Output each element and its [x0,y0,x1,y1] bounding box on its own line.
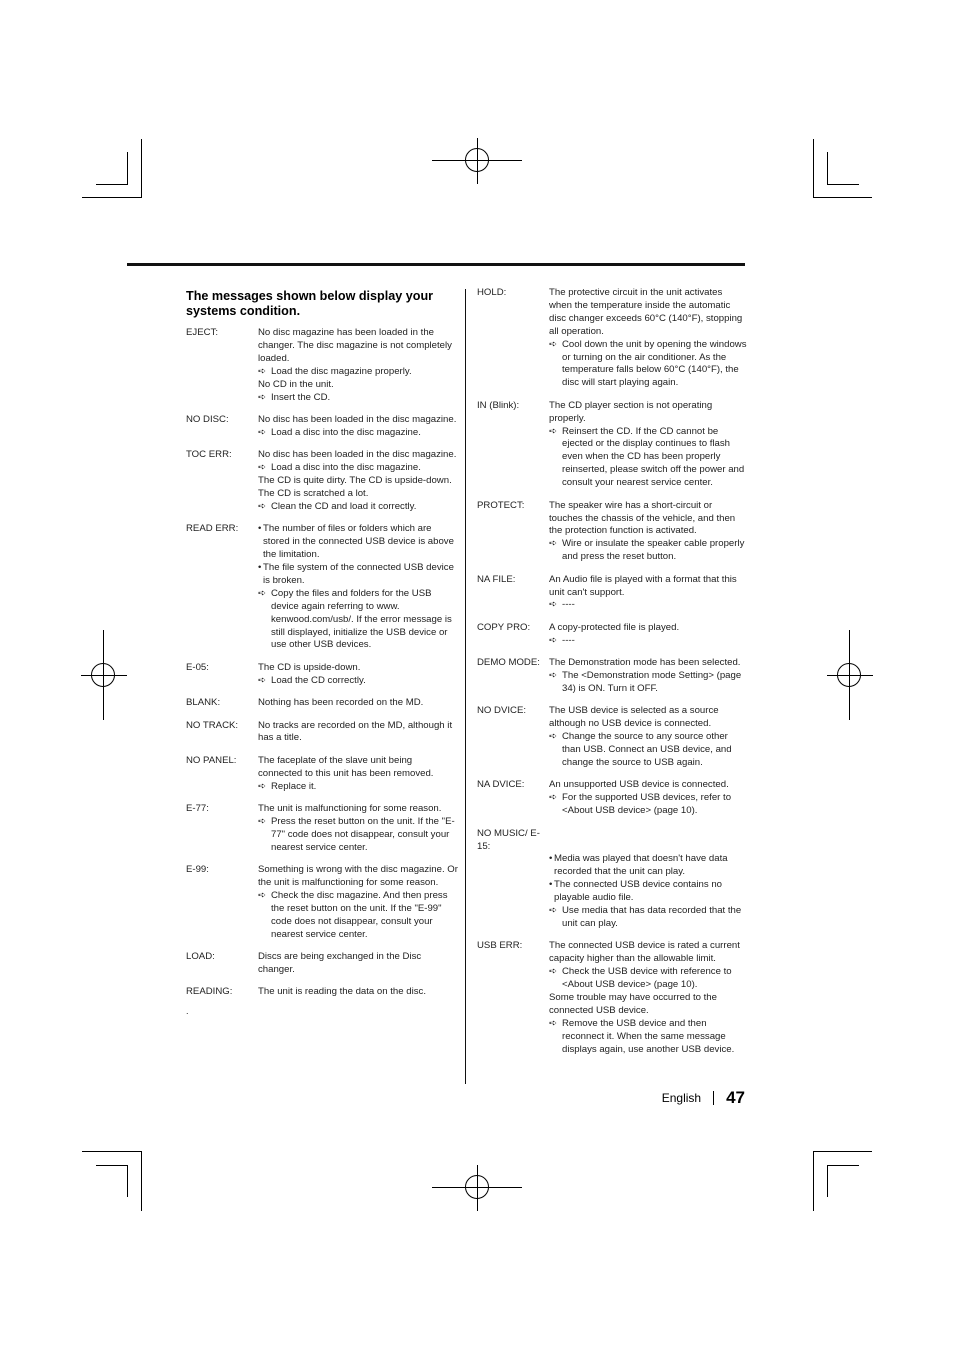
line-text: The Demonstration mode has been selected. [549,657,741,669]
arrow-icon: ➪ [549,634,558,646]
message-code: USB ERR: [477,940,523,952]
message-description [258,986,458,999]
message-entry [186,951,458,977]
remedy-line [258,816,458,855]
line-text: Check the USB device with reference to <About USB device> (page 10). [562,966,732,991]
message-code: READ ERR: [186,523,239,535]
line-text: Some trouble may have occurred to the connected USB device. [549,992,717,1016]
message-entry [186,864,458,941]
line-text: Change the source to any source other than USB. Connect an USB device, and change the source to USB again. [562,731,732,768]
header-rule [127,263,745,266]
message-description [549,500,747,565]
line-text: Load the disc magazine properly. [271,365,412,377]
line-text: A copy-protected file is played. [549,621,680,633]
line-text: Insert the CD. [271,391,331,403]
arrow-icon: ➪ [258,426,267,438]
right-column [477,287,747,1066]
cause-line [258,327,458,366]
message-description [549,287,747,390]
message-code: COPY PRO: [477,621,531,633]
registration-mark-left [81,630,127,720]
arrow-icon: ➪ [549,905,558,917]
arrow-icon: ➪ [549,338,558,350]
arrow-icon: ➪ [549,425,558,437]
arrow-icon: ➪ [258,816,267,827]
line-text: The faceplate of the slave unit being connected to this unit has been removed. [258,754,434,779]
line-text: Remove the USB device and then reconnect it. When the same message displays again, use another USB device. [562,1017,735,1055]
line-text: For the supported USB devices, refer to <About USB device> (page 10). [562,792,732,817]
cause-line [258,864,458,890]
page-footer [662,1088,745,1108]
message-entry [186,720,458,746]
arrow-icon: ➪ [258,587,267,599]
cause-line [258,720,458,746]
remedy-line [258,890,458,942]
message-description [549,400,747,490]
line-text: No CD in the unit. [258,378,334,390]
line-text: No disc magazine has been loaded in the changer. The disc magazine is not completely loaded. [258,327,452,364]
crop-mark [827,184,859,185]
cause-line [258,803,458,816]
crop-mark [127,1165,128,1197]
message-entry [477,779,747,818]
line-text: Reinsert the CD. If the CD cannot be ejected or the display continues to flash even when the CD has been properly reinserted, please switch off the power and consult your nearest service center. [562,425,745,489]
bullet-icon: • [549,879,553,891]
line-text: Load a disc into the disc magazine. [271,462,421,474]
message-description [258,662,458,688]
arrow-icon: ➪ [549,670,558,682]
remedy-line [258,392,458,405]
message-code: LOAD: [186,951,215,963]
cause-line [549,940,747,966]
line-text: Replace it. [271,780,317,792]
message-entry [477,940,747,1056]
message-code: NO TRACK: [186,719,239,731]
crop-mark [82,1151,142,1152]
line-text: An unsupported USB device is connected. [549,779,729,791]
cause-line [549,657,747,670]
arrow-icon: ➪ [549,792,558,804]
message-code: DEMO MODE: [477,657,540,669]
trailing-mark: . [186,1005,189,1016]
message-entry [477,574,747,613]
line-text: The protective circuit in the unit activates when the temperature inside the automatic disc changer exceeds 60°C (140°F), stopping all operation. [549,287,743,337]
message-entry [477,705,747,770]
registration-mark-top [432,138,522,184]
section-heading: The messages shown below display your systems condition. [186,289,434,318]
message-code: NO DISC: [186,413,229,425]
message-code: BLANK: [186,697,221,709]
cause-bullet [549,853,747,879]
message-code: NO MUSIC/ E-15: [477,827,540,852]
message-entry [186,449,458,514]
crop-mark [813,1151,872,1152]
message-code: EJECT: [186,327,218,338]
page-number: 47 [726,1088,745,1107]
message-entry [477,400,747,490]
remedy-line [258,462,458,475]
cause-line [549,705,747,731]
cause-line [549,500,747,539]
remedy-line [549,731,747,770]
line-text: The CD is upside-down. [258,661,361,673]
message-code: NA DVICE: [477,779,525,791]
line-text: ---- [562,599,575,611]
line-text: Something is wrong with the disc magazine. Or the unit is malfunctioning for some reason. [258,864,458,889]
message-description [549,574,747,613]
cause-line [549,622,747,635]
cause-line [258,449,458,462]
message-code: E-05: [186,661,209,673]
remedy-line [549,966,747,992]
crop-mark [141,1151,142,1211]
crop-mark [813,197,872,198]
line-text: Load a disc into the disc magazine. [271,426,421,438]
message-description [549,622,747,648]
cause-line [258,379,458,392]
line-text: Clean the CD and load it correctly. [271,500,417,512]
message-code: READING: [186,986,233,998]
message-entry [186,662,458,688]
line-text: Copy the files and folders for the USB device again referring to www. kenwood.com/usb/. If the error message is still displayed, initialize the USB device or use other USB devices. [271,587,452,651]
bullet-icon: • [258,562,262,573]
crop-mark [813,1151,814,1211]
remedy-line [549,538,747,564]
cause-bullet [258,523,458,562]
message-code: E-99: [186,864,209,876]
line-text: The speaker wire has a short-circuit or touches the chassis of the vehicle, and then the protection function is activated. [549,499,736,537]
cause-line [549,287,747,339]
remedy-line [258,427,458,440]
footer-language: English [661,1091,702,1105]
line-text: The CD is quite dirty. The CD is upside-down. The CD is scratched a lot. [258,475,452,499]
line-text: The connected USB device is rated a current capacity higher than the allowable limit. [549,940,740,965]
line-text: No tracks are recorded on the MD, although it has a title. [258,719,453,744]
remedy-line [258,781,458,794]
message-entry [477,828,747,931]
message-code: TOC ERR: [186,449,232,461]
line-text: Load the CD correctly. [271,674,366,686]
message-entry [477,500,747,565]
arrow-icon: ➪ [258,365,267,377]
line-text: ---- [562,634,575,646]
crop-mark [82,197,142,198]
line-text: The number of files or folders which are stored in the connected USB device is above the limitation. [263,523,454,561]
cause-line [258,951,458,977]
arrow-icon: ➪ [258,462,267,474]
arrow-icon: ➪ [549,538,558,550]
arrow-icon: ➪ [549,1017,558,1029]
remedy-line [258,366,458,379]
message-code: HOLD: [477,287,507,298]
message-description [258,803,458,855]
arrow-icon: ➪ [549,966,558,978]
column-divider [465,289,466,1084]
line-text: Media was played that doesn't have data recorded that the unit can play. [554,853,728,878]
cause-bullet [258,562,458,588]
message-code: PROTECT: [477,499,525,511]
line-text: The unit is reading the data on the disc. [258,986,426,998]
remedy-line [258,675,458,688]
remedy-line [549,792,747,818]
line-text: The CD player section is not operating properly. [549,399,713,424]
line-text: The file system of the connected USB device is broken. [263,562,454,586]
message-code: IN (Blink): [477,399,520,411]
remedy-line [549,635,747,648]
line-text: No disc has been loaded in the disc magazine. [258,449,457,461]
crop-mark [827,152,828,185]
message-description [258,755,458,794]
arrow-icon: ➪ [258,500,267,512]
message-code: NA FILE: [477,573,516,585]
crop-mark [813,139,814,198]
arrow-icon: ➪ [549,731,558,743]
registration-mark-right [827,630,873,720]
message-description [549,705,747,770]
message-entry [186,327,458,404]
bullet-icon: • [549,853,553,865]
cause-bullet [549,879,747,905]
message-description [258,951,458,977]
message-entry [477,287,747,390]
crop-mark [827,1165,828,1197]
crop-mark [96,1165,128,1166]
cause-line [258,986,458,999]
registration-mark-bottom [432,1165,522,1211]
footer-separator [713,1091,714,1105]
line-text: The connected USB device contains no playable audio file. [554,879,722,904]
message-entry [186,697,458,710]
message-entry [186,755,458,794]
remedy-line [258,501,458,514]
arrow-icon: ➪ [258,780,267,792]
line-text: Check the disc magazine. And then press the reset button on the unit. If the "E-99" code does not disappear, consult your nearest service center. [271,890,448,940]
line-text: No disc has been loaded in the disc magazine. [258,413,457,425]
cause-line [258,662,458,675]
cause-line [549,400,747,426]
message-description [258,414,458,440]
line-text: Cool down the unit by opening the windows or turning on the air conditioner. As the temperature falls below 60°C (140°F), the disc will start playing again. [562,338,747,389]
line-text: The USB device is selected as a source although no USB device is connected. [549,705,719,730]
message-list-left [186,327,458,999]
message-description [258,697,458,710]
message-list-right [477,287,747,1057]
message-description [258,720,458,746]
line-text: The <Demonstration mode Setting> (page 34) is ON. Turn it OFF. [562,670,742,694]
arrow-icon: ➪ [258,674,267,686]
remedy-line [258,588,458,653]
arrow-icon: ➪ [549,599,558,611]
message-code: E-77: [186,803,209,815]
remedy-line [549,905,747,931]
bullet-icon: • [258,523,262,535]
remedy-line [549,670,747,696]
cause-line [258,475,458,501]
message-description [258,864,458,941]
message-entry [186,803,458,855]
remedy-line [549,599,747,612]
cause-line [258,414,458,427]
arrow-icon: ➪ [258,391,267,403]
line-text: Press the reset button on the unit. If the "E-77" code does not disappear, consult your nearest service center. [271,816,455,853]
message-entry [186,986,458,999]
line-text: Wire or insulate the speaker cable properly and press the reset button. [562,538,745,563]
cause-line [549,574,747,600]
cause-line [549,779,747,792]
cause-line [549,992,747,1018]
arrow-icon: ➪ [258,890,267,902]
message-description [258,449,458,514]
crop-mark [827,1165,859,1166]
message-description [477,853,747,930]
remedy-line [549,339,747,391]
message-description [549,657,747,696]
message-entry [186,414,458,440]
remedy-line [549,1018,747,1057]
message-description [549,940,747,1056]
message-description [549,779,747,818]
cause-line [258,697,458,710]
left-column [186,289,458,1018]
message-code: NO PANEL: [186,754,237,766]
message-description [258,523,458,652]
crop-mark [96,184,128,185]
message-description [258,327,458,404]
line-text: Discs are being exchanged in the Disc changer. [258,951,422,976]
message-entry [186,523,458,652]
remedy-line [549,426,747,491]
crop-mark [141,139,142,198]
message-entry [477,622,747,648]
message-entry [477,657,747,696]
line-text: Use media that has data recorded that the unit can play. [562,905,742,929]
message-code: NO DVICE: [477,705,527,717]
line-text: Nothing has been recorded on the MD. [258,697,424,709]
line-text: An Audio file is played with a format that this unit can't support. [549,573,737,598]
line-text: The unit is malfunctioning for some reason. [258,803,442,815]
crop-mark [127,152,128,185]
cause-line [258,755,458,781]
